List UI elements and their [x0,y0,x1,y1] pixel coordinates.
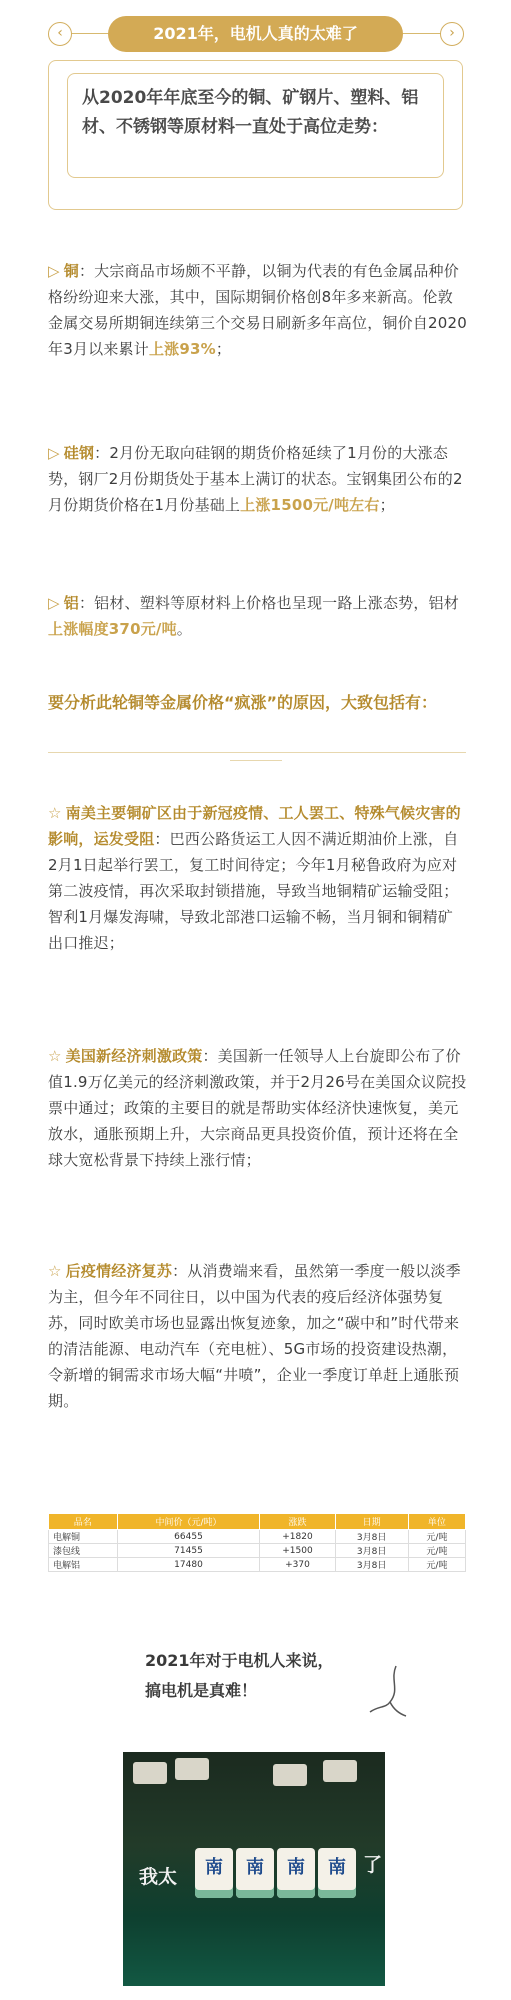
column-header: 涨跌 [260,1514,335,1530]
table-cell: 17480 [117,1558,260,1572]
table-cell: 元/吨 [408,1544,465,1558]
reason-label: 美国新经济刺激政策 [65,1047,203,1065]
copper-text-end: ； [215,340,232,358]
table-cell: 3月8日 [335,1558,408,1572]
background-tile [273,1764,307,1786]
article-header [0,12,511,56]
background-tile [175,1758,209,1780]
table-cell: 66455 [117,1530,260,1544]
reason-label: 南美主要铜矿区由于新冠疫情、工人罢工、特殊气候灾害的影响，运发受阻 [48,804,461,848]
meme-caption-left: 我太 [139,1866,178,1888]
aluminum-text-end: 。 [176,620,192,638]
table-row [49,1530,466,1544]
silicon-steel-label: 硅钢 [63,444,95,462]
copper-label: 铜 [63,262,79,280]
intro-callout [48,60,463,210]
aluminum-text: ：铝材、塑料等原材料上价格也呈现一路上涨态势，铝材 [78,594,459,612]
table-header-row [49,1514,466,1530]
section-divider-accent [230,760,282,761]
aluminum-paragraph [48,590,468,642]
meme-caption-right: 了 [363,1854,383,1876]
table-cell: 元/吨 [408,1558,465,1572]
table-cell: 漆包线 [49,1544,118,1558]
copper-text: ：大宗商品市场颇不平静，以铜为代表的有色金属品种价格纷纷迎来大涨，其中，国际期铜价格创8年多来新高。伦敦金属交易所期铜连续第三个交易日刷新多年高位，铜价自2020年3月以来累计 [48,262,467,358]
table-cell: +370 [260,1558,335,1572]
section-divider [48,752,466,753]
silicon-steel-text: ：2月份无取向硅钢的期货价格延续了1月份的大涨态势，钢厂2月份期货处于基本上满订的状态。宝钢集团公布的2月份期货价格在1月份基础上 [48,444,463,514]
reason-label: 后疫情经济复苏 [65,1262,173,1280]
table-cell: 3月8日 [335,1530,408,1544]
table-cell: +1820 [260,1530,335,1544]
silicon-steel-paragraph [48,440,468,518]
mahjong-tile: 南 [318,1848,356,1898]
triangle-bullet-icon: ▷ [48,444,60,462]
closing-line: 搞电机是真难！ [145,1681,258,1700]
reason-item [48,1258,468,1414]
aluminum-label: 铝 [63,594,79,612]
page-title: 2021年，电机人真的太难了 [108,16,403,52]
table-cell: 元/吨 [408,1530,465,1544]
closing-text [145,1646,395,1706]
column-header: 品名 [49,1514,118,1530]
closing-line: 2021年对于电机人来说， [145,1651,334,1670]
triangle-bullet-icon: ▷ [48,594,60,612]
reason-text: ：从消费端来看，虽然第一季度一般以淡季为主，但今年不同往日，以中国为代表的疫后经济体强势复苏，同时欧美市场也显露出恢复迹象，加之“碳中和”时代带来的清洁能源、电动汽车（充电桩）、5G市场的投资建设热潮，令新增的铜需求市场大幅“井喷”，企业一季度订单赶上通胀预期。 [48,1262,461,1410]
triangle-bullet-icon: ▷ [48,262,60,280]
analysis-heading: 要分析此轮铜等金属价格“疯涨”的原因，大致包括有： [48,693,438,712]
column-header: 日期 [335,1514,408,1530]
silicon-steel-highlight: 上涨1500元/吨左右 [240,496,380,514]
reason-item [48,800,468,956]
reason-text: ：美国新一任领导人上台旋即公布了价值1.9万亿美元的经济刺激政策，并于2月26号在美国众议院投票中通过；政策的主要目的就是帮助实体经济快速恢复，美元放水，通胀预期上升，大宗商品更具投资价值，预计还将在全球大宽松背景下持续上涨行情； [48,1047,467,1169]
mahjong-tile: 南 [236,1848,274,1898]
star-bullet-icon: ☆ [48,1262,62,1280]
background-tile [133,1762,167,1784]
intro-text: 从2020年年底至今的铜、矿钢片、塑料、铝材、不锈钢等原材料一直处于高位走势： [67,73,444,178]
silicon-steel-text-end: ； [379,496,395,514]
table-cell: 电解铝 [49,1558,118,1572]
mahjong-tile: 南 [195,1848,233,1898]
sketch-doodle-icon [360,1660,410,1730]
reason-text: ：巴西公路货运工人因不满近期油价上涨，自2月1日起举行罢工，复工时间待定；今年1月秘鲁政府为应对第二波疫情，再次采取封锁措施，导致当地铜精矿运输受阻；智利1月爆发海啸，导致北部港口运输不畅，当月铜和铜精矿出口推迟； [48,830,459,952]
background-tile [323,1760,357,1782]
table-cell: 71455 [117,1544,260,1558]
prev-arrow-icon[interactable]: ‹ [48,22,72,46]
price-table [48,1513,466,1572]
table-cell: +1500 [260,1544,335,1558]
column-header: 单位 [408,1514,465,1530]
table-cell: 电解铜 [49,1530,118,1544]
table-row [49,1558,466,1572]
meme-image [123,1752,385,1986]
mahjong-tile: 南 [277,1848,315,1898]
next-arrow-icon[interactable]: › [440,22,464,46]
copper-paragraph [48,258,468,362]
table-cell: 3月8日 [335,1544,408,1558]
aluminum-highlight: 上涨幅度370元/吨 [48,620,177,638]
table-row [49,1544,466,1558]
reason-item [48,1043,468,1173]
copper-highlight: 上涨93% [148,340,216,358]
column-header: 中间价（元/吨） [117,1514,260,1530]
star-bullet-icon: ☆ [48,804,62,822]
star-bullet-icon: ☆ [48,1047,62,1065]
